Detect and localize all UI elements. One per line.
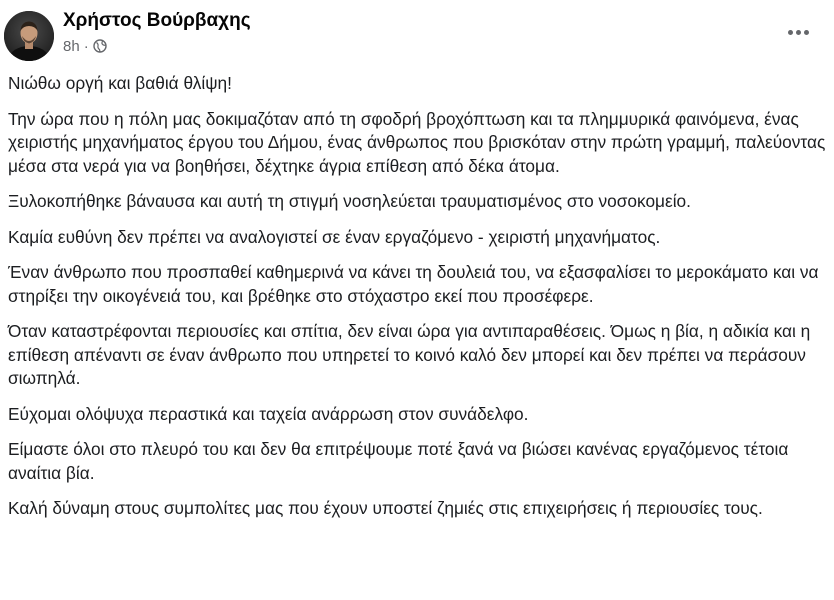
post-paragraph: Είμαστε όλοι στο πλευρό του και δεν θα επιτρέψουμε ποτέ ξανά να βιώσει κανένας εργαζόμενος τέτοια αναίτια βία. xyxy=(8,439,789,483)
more-options-button[interactable] xyxy=(784,22,812,42)
post-paragraph: Όταν καταστρέφονται περιουσίες και σπίτια, δεν είναι ώρα για αντιπαραθέσεις. Όμως η βία, η αδικία και η επίθεση απέναντι σε έναν άνθρωπο που υπηρετεί το κοινό καλό δεν μπορεί και δεν πρέπει να περάσουν σιωπηλά. xyxy=(8,321,811,388)
author-name[interactable]: Χρήστος Βούρβαχης xyxy=(63,10,251,31)
post-paragraph: Εύχομαι ολόψυχα περαστικά και ταχεία ανάρρωση στον συνάδελφο. xyxy=(8,403,529,424)
post-paragraph: Ξυλοκοπήθηκε βάναυσα και αυτή τη στιγμή νοσηλεύεται τραυματισμένος στο νοσοκομείο. xyxy=(8,191,691,211)
post-meta xyxy=(63,36,107,56)
profile-photo-icon xyxy=(4,11,54,61)
post-paragraph: Την ώρα που η πόλη μας δοκιμαζόταν από τη σφοδρή βροχόπτωση και τα πλημμυρικά φαινόμενα, ένας χειριστής μηχανήματος έργου του Δήμου, ένας άνθρωπος που βρισκόταν στην πρώτη γραμμή, παλεύοντας μέσα στα νερά για να βοηθήσει, δέχτηκε άγρια επίθεση από δέκα άτομα. xyxy=(8,108,826,176)
meta-separator: · xyxy=(83,37,89,55)
ellipsis-icon xyxy=(804,30,809,35)
post-header xyxy=(0,0,834,70)
post-paragraph: Νιώθω οργή και βαθιά θλίψη! xyxy=(8,73,232,93)
post-paragraph: Καμία ευθύνη δεν πρέπει να αναλογιστεί σε έναν εργαζόμενο - χειριστή μηχανήματος. xyxy=(8,226,661,247)
post-paragraph: Έναν άνθρωπο που προσπαθεί καθημερινά να κάνει τη δουλειά του, να εξασφαλίσει το μεροκάματο και να στηρίξει την οικογένειά του, και βρέθηκε στο στόχαστρο εκεί που προσέφερε. xyxy=(8,262,819,306)
ellipsis-icon xyxy=(788,30,793,35)
post-timestamp[interactable]: 8h xyxy=(63,37,80,55)
globe-icon[interactable] xyxy=(93,39,107,53)
post-paragraph: Καλή δύναμη στους συμπολίτες μας που έχουν υποστεί ζημιές στις επιχειρήσεις ή περιουσίες τους. xyxy=(8,498,763,518)
ellipsis-icon xyxy=(796,30,801,35)
avatar[interactable] xyxy=(4,11,54,61)
post-body xyxy=(8,72,828,533)
